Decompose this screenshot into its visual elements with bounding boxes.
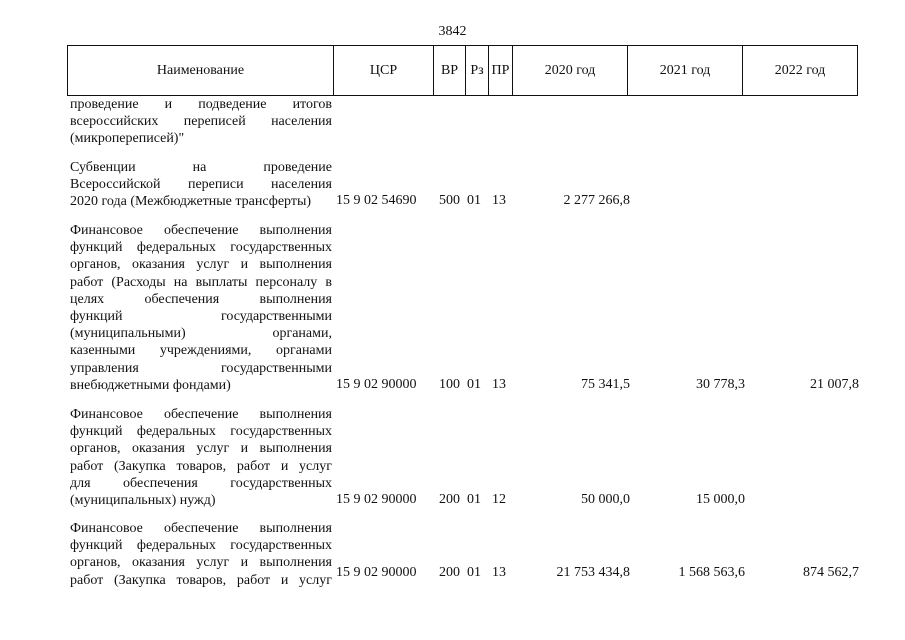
name-line: Финансовое обеспечение выполнения (70, 521, 332, 536)
name-line: Всероссийской переписи населения (70, 177, 332, 193)
cell-vr: 200 (439, 565, 460, 580)
name-line: органов, оказания услуг и выполнения (70, 441, 332, 457)
name-line: внебюджетными фондами) (70, 377, 231, 393)
table-row-name (70, 159, 332, 211)
name-line: для обеспечения государственных (70, 475, 332, 491)
cell-rz: 01 (467, 193, 481, 208)
column-header-2022: 2022 год (774, 62, 826, 78)
cell-rz: 01 (467, 377, 481, 392)
name-line: функций государственными (70, 309, 332, 325)
cell-csr: 15 9 02 90000 (336, 377, 417, 392)
name-line: управления государственными (70, 360, 332, 376)
cell-pr: 12 (492, 492, 506, 507)
cell-2021: 30 778,3 (696, 377, 745, 392)
cell-2020: 2 277 266,8 (563, 193, 630, 208)
cell-csr: 15 9 02 90000 (336, 492, 417, 507)
name-line: функций федеральных государственных (70, 538, 332, 554)
column-header-rz: Рз (466, 46, 489, 95)
cell-csr: 15 9 02 54690 (336, 193, 417, 208)
cell-2022: 874 562,7 (803, 565, 859, 580)
cell-2020: 50 000,0 (581, 492, 630, 507)
name-line: всероссийских переписей населения (70, 114, 332, 130)
name-line: Финансовое обеспечение выполнения (70, 407, 332, 422)
name-line: (муниципальными) органами, (70, 326, 332, 342)
name-line: функций федеральных государственных (70, 240, 332, 256)
cell-rz: 01 (467, 565, 481, 580)
name-line: проведение и подведение итогов (70, 97, 332, 112)
name-line: целях обеспечения выполнения (70, 291, 332, 307)
name-line: (муниципальных) нужд) (70, 493, 216, 509)
cell-pr: 13 (492, 377, 506, 392)
name-line: (микропереписей)" (70, 131, 185, 147)
column-header-pr: ПР (489, 46, 513, 95)
cell-2021: 15 000,0 (696, 492, 745, 507)
cell-pr: 13 (492, 193, 506, 208)
column-header-2021: 2021 год (628, 46, 743, 95)
name-line: работ (Расходы на выплаты персоналу в (70, 274, 332, 290)
table-row-name (70, 96, 332, 148)
cell-rz: 01 (467, 492, 481, 507)
table-row-name (70, 406, 332, 509)
name-line: работ (Закупка товаров, работ и услуг (70, 572, 332, 588)
cell-2020: 75 341,5 (581, 377, 630, 392)
column-header-csr: ЦСР (334, 46, 434, 95)
cell-csr: 15 9 02 90000 (336, 565, 417, 580)
column-header-name: Наименование (68, 46, 334, 95)
cell-2022: 21 007,8 (810, 377, 859, 392)
cell-2021: 1 568 563,6 (678, 565, 745, 580)
cell-vr: 200 (439, 492, 460, 507)
table-header (67, 45, 858, 96)
cell-vr: 500 (439, 193, 460, 208)
name-line: 2020 года (Межбюджетные трансферты) (70, 194, 312, 210)
table-row-name (70, 222, 332, 394)
cell-pr: 13 (492, 565, 506, 580)
column-header-vr: ВР (434, 46, 466, 95)
name-line: органов, оказания услуг и выполнения (70, 555, 332, 571)
page-number: 3842 (438, 24, 467, 39)
name-line: функций федеральных государственных (70, 424, 332, 440)
cell-2020: 21 753 434,8 (556, 565, 630, 580)
name-line: органов, оказания услуг и выполнения (70, 257, 332, 273)
name-line: Финансовое обеспечение выполнения (70, 223, 332, 238)
name-line: работ (Закупка товаров, работ и услуг (70, 458, 332, 474)
column-header-2020: 2020 год (513, 46, 628, 95)
name-line: казенными учреждениями, органами (70, 343, 332, 359)
cell-vr: 100 (439, 377, 460, 392)
table-row-name (70, 520, 332, 589)
name-line: Субвенции на проведение (70, 160, 332, 175)
